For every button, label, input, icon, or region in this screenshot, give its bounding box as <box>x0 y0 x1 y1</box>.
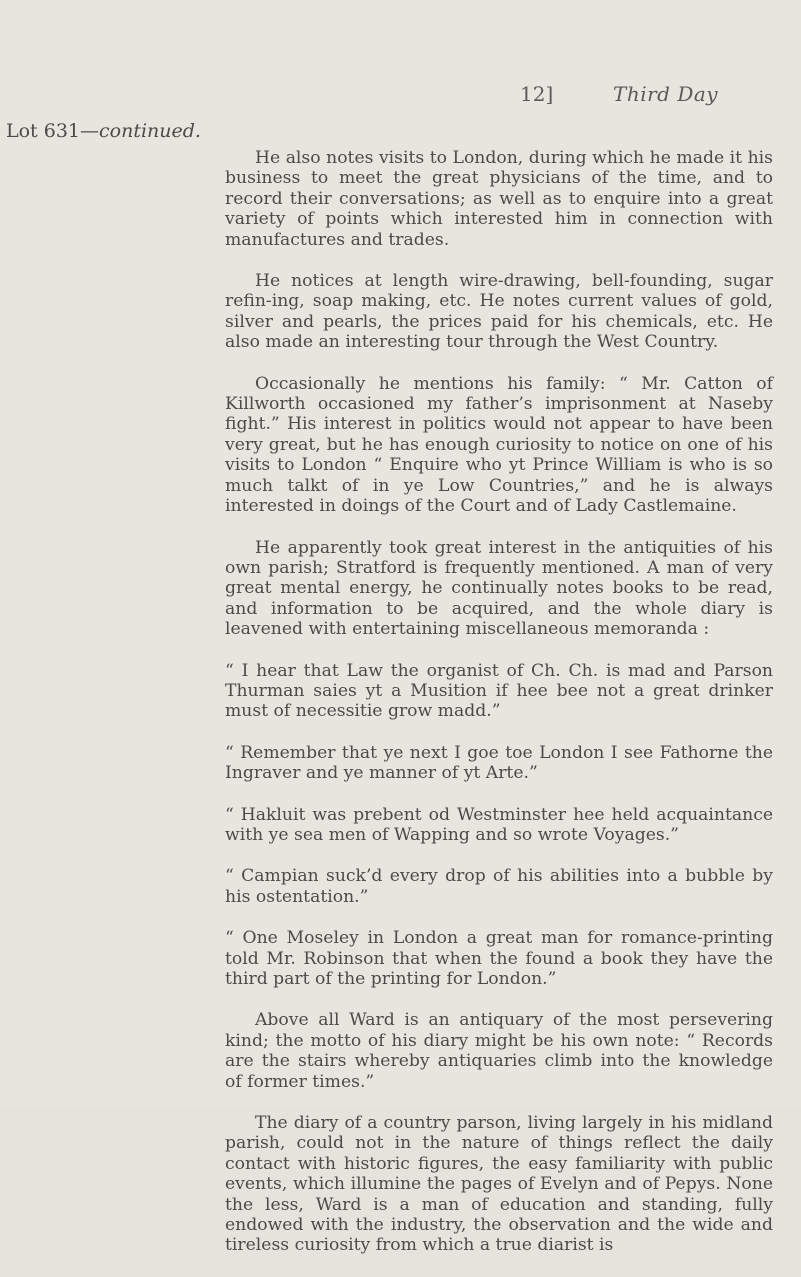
page-number: 12] <box>520 82 554 106</box>
paragraph-trades: He notices at length wire-drawing, bell-founding, sugar refin-ing, soap making, etc. He notes current values of gold, silver and pearls, the prices paid for his chemicals, etc. He also made an interesting tour through the West Country. <box>225 271 773 353</box>
quote-fathorne: “ Remember that ye next I goe toe London I see Fathorne the Ingraver and ye manner of yt Arte.” <box>225 742 773 784</box>
lot-label: Lot 631 <box>6 120 80 142</box>
paragraph-family: Occasionally he mentions his family: “ Mr. Catton of Killworth occasioned my father’s imprisonment at Naseby fight.” His interest in politics would not appear to have been very great, but he has enough curiosity to notice on one of his visits to London “ Enquire who yt Prince William is who is so much talkt of in ye Low Countries,” and he is always interested in doings of the Court and of Lady Castlemaine. <box>225 373 773 517</box>
paragraph-antiquary: Above all Ward is an antiquary of the most persevering kind; the motto of his diary might be his own note: “ Records are the stairs whereby antiquaries climb into the knowledge of former times.” <box>225 1010 773 1092</box>
quote-hakluit: “ Hakluit was prebent od Westminster hee held acquaintance with ye sea men of Wapping and so wrote Voyages.” <box>225 804 773 845</box>
body-text <box>225 148 773 1277</box>
lot-heading <box>6 120 201 142</box>
quote-moseley: “ One Moseley in London a great man for romance-printing told Mr. Robinson that when the found a book they have the third part of the printing for London.” <box>225 928 773 989</box>
running-header <box>0 82 801 108</box>
quote-organist: “ I hear that Law the organist of Ch. Ch. is mad and Parson Thurman saies yt a Musition if hee bee not a great drinker must of necessitie grow madd.” <box>225 660 773 722</box>
quote-campian: “ Campian suck’d every drop of his abilities into a bubble by his ostentation.” <box>225 866 773 907</box>
running-title: Third Day <box>613 82 719 106</box>
paragraph-visits: He also notes visits to London, during which he made it his business to meet the great physicians of the time, and to record their conversations; as well as to enquire into a great variety of points which interested him in connection with manufactures and trades. <box>225 148 773 250</box>
paragraph-country-parson: The diary of a country parson, living largely in his midland parish, could not in the nature of things reflect the daily contact with historic figures, the easy familiarity with public events, which illumine the pages of Evelyn and of Pepys. None the less, Ward is a man of education and standing, fully endowed with the industry, the observation and the wide and tireless curiosity from which a true diarist is <box>225 1113 773 1256</box>
paragraph-antiquities: He apparently took great interest in the antiquities of his own parish; Stratford is frequently mentioned. A man of very great mental energy, he continually notes books to be read, and information to be acquired, and the whole diary is leavened with entertaining miscellaneous memoranda : <box>225 537 773 640</box>
continued-label: —continued. <box>80 120 201 142</box>
